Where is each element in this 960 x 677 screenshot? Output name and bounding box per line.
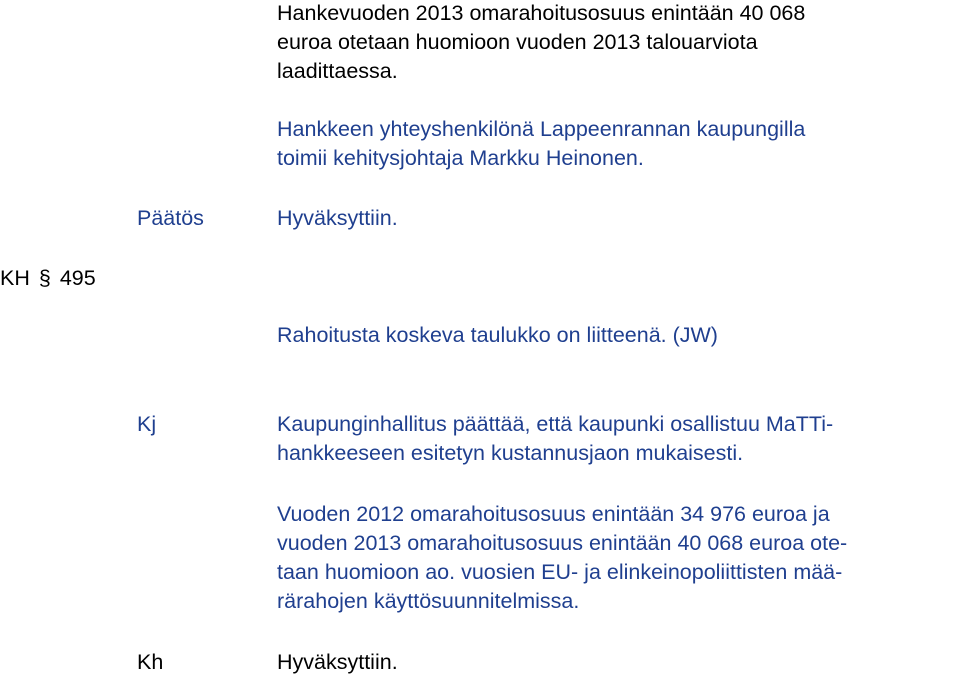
proposal-label-kj: Kj xyxy=(137,412,157,436)
proposal-line: Kaupunginhallitus päättää, että kaupunki osallistuu MaTTi- xyxy=(277,412,834,436)
contact-line: Hankkeen yhteyshenkilönä Lappeenrannan kaupungilla xyxy=(277,117,806,141)
decision-text-kh: Hyväksyttiin. xyxy=(277,650,398,674)
proposal-paragraph xyxy=(277,410,957,468)
intro-line: Hankevuoden 2013 omarahoitusosuus enintään 40 068 xyxy=(277,1,806,25)
contact-paragraph xyxy=(277,115,957,173)
decision-label-paatos: Päätös xyxy=(137,206,204,230)
funding-line: vuoden 2013 omarahoitusosuus enintään 40 068 euroa ote- xyxy=(277,531,848,555)
attachment-note: Rahoitusta koskeva taulukko on liitteenä. (JW) xyxy=(277,323,718,347)
section-number: 495 xyxy=(59,266,96,290)
contact-line: toimii kehitysjohtaja Markku Heinonen. xyxy=(277,146,644,170)
intro-line: euroa otetaan huomioon vuoden 2013 talouarviota xyxy=(277,30,758,54)
funding-paragraph xyxy=(277,500,957,616)
funding-line: taan huomioon ao. vuosien EU- ja elinkeinopoliittisten mää- xyxy=(277,560,843,584)
section-symbol: § xyxy=(38,266,51,290)
decision-text: Hyväksyttiin. xyxy=(277,206,398,230)
decision-label-kh: Kh xyxy=(137,650,164,674)
funding-line: rärahojen käyttösuunnitelmissa. xyxy=(277,589,580,613)
section-heading xyxy=(0,264,96,293)
proposal-line: hankkeeseen esitetyn kustannusjaon mukaisesti. xyxy=(277,441,744,465)
funding-line: Vuoden 2012 omarahoitusosuus enintään 34 976 euroa ja xyxy=(277,502,830,526)
intro-paragraph xyxy=(277,0,957,86)
section-prefix: KH xyxy=(0,266,30,290)
intro-line: laadittaessa. xyxy=(277,59,398,83)
